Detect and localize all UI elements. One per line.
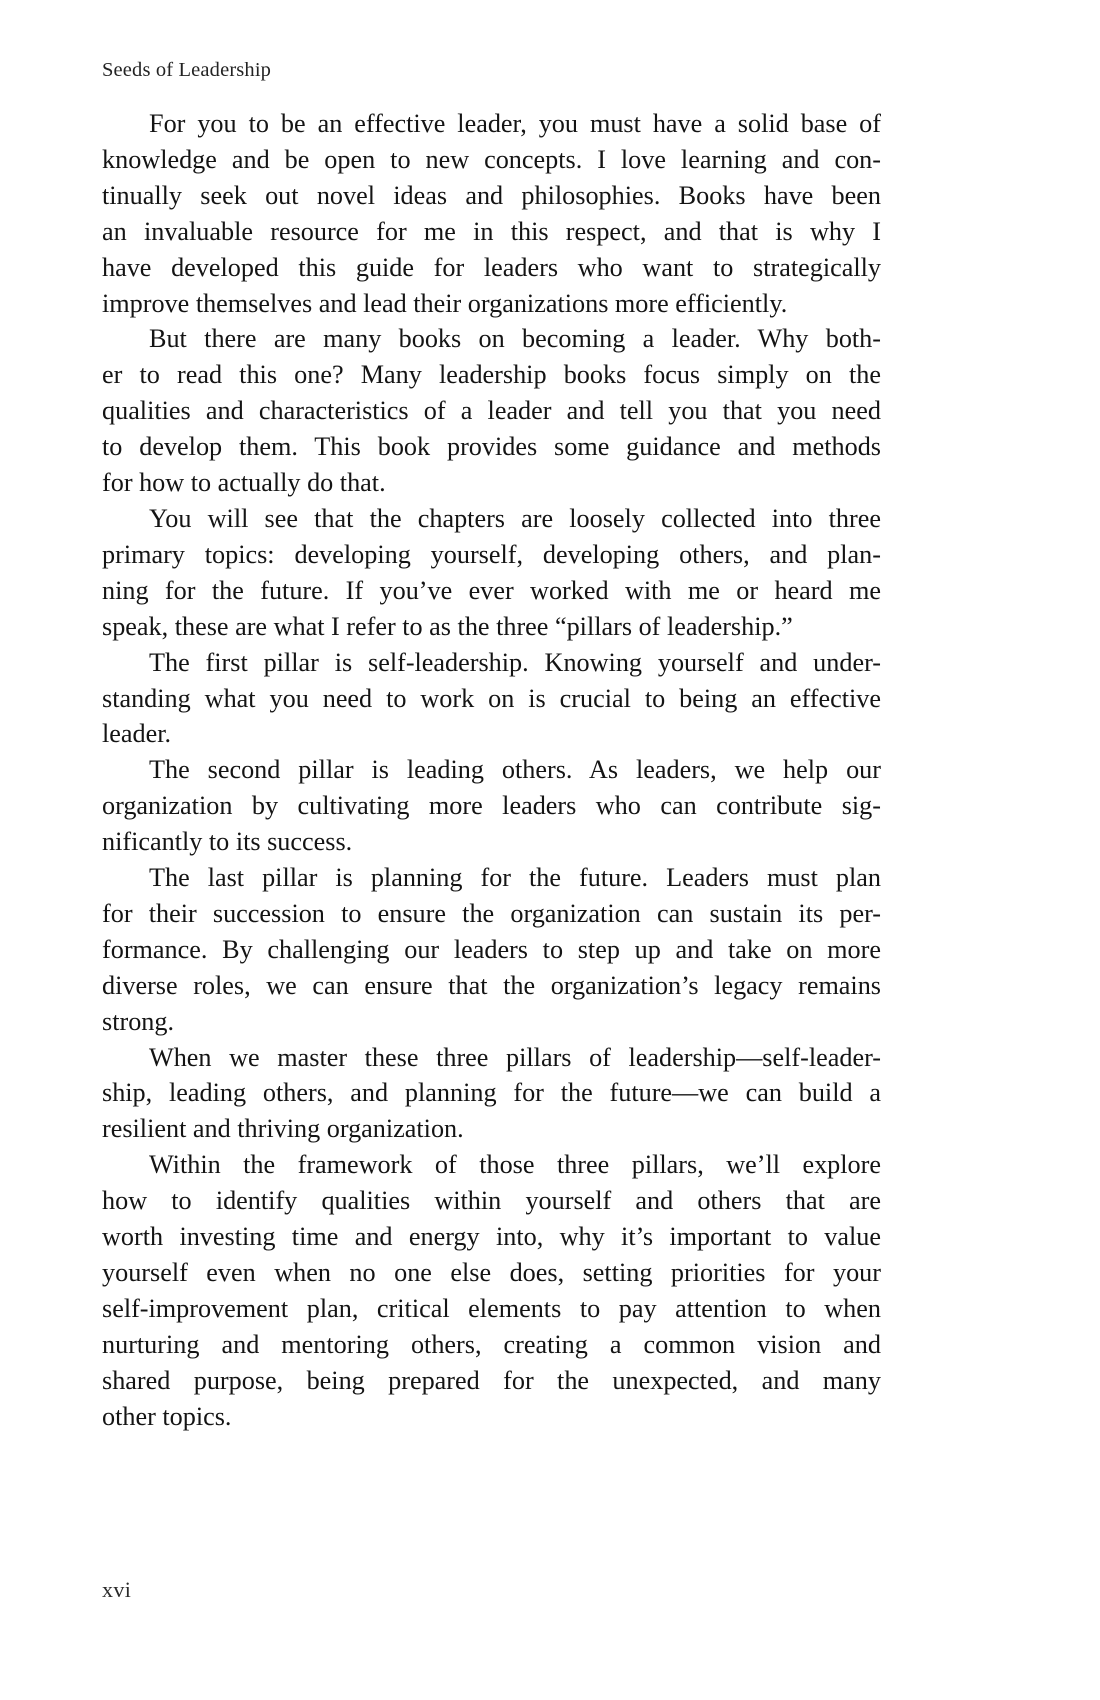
- text-line: ship, leading others, and planning for the future—we can build a: [102, 1078, 881, 1108]
- text-line: an invaluable resource for me in this respect, and that is why I: [102, 216, 881, 246]
- text-line: But there are many books on becoming a leader. Why both-: [149, 324, 881, 354]
- paragraph: [102, 1040, 881, 1148]
- page-number: xvi: [102, 1577, 132, 1602]
- text-line: standing what you need to work on is crucial to being an effective: [102, 683, 881, 713]
- paragraph: [102, 1147, 881, 1434]
- text-line: qualities and characteristics of a leader and tell you that you need: [102, 396, 881, 426]
- text-line: resilient and thriving organization.: [102, 1114, 464, 1144]
- paragraph: [102, 106, 881, 321]
- text-line: worth investing time and energy into, why it’s important to value: [102, 1222, 881, 1252]
- text-line: ning for the future. If you’ve ever worked with me or heard me: [102, 575, 881, 605]
- text-line: other topics.: [102, 1401, 232, 1431]
- text-line: primary topics: developing yourself, developing others, and plan-: [102, 539, 881, 569]
- text-line: The first pillar is self-leadership. Knowing yourself and under-: [149, 647, 881, 677]
- text-line: yourself even when no one else does, setting priorities for your: [102, 1258, 881, 1287]
- paragraph: [102, 645, 881, 753]
- text-line: The last pillar is planning for the future. Leaders must plan: [149, 863, 881, 893]
- running-head: Seeds of Leadership: [102, 59, 272, 81]
- text-line: strong.: [102, 1006, 175, 1036]
- text-line: nificantly to its success.: [102, 827, 353, 857]
- paragraph: [102, 501, 881, 645]
- paragraph: [102, 321, 881, 501]
- paragraph: [102, 860, 881, 1040]
- text-line: improve themselves and lead their organizations more efficiently.: [102, 288, 788, 318]
- text-line: to develop them. This book provides some guidance and methods: [102, 432, 881, 462]
- text-line: er to read this one? Many leadership books focus simply on the: [102, 360, 881, 390]
- text-line: self-improvement plan, critical elements to pay attention to when: [102, 1293, 881, 1323]
- text-line: organization by cultivating more leaders who can contribute sig-: [102, 791, 881, 821]
- text-line: formance. By challenging our leaders to step up and take on more: [102, 934, 881, 964]
- text-line: When we master these three pillars of leadership—self-leader-: [149, 1042, 881, 1072]
- text-line: speak, these are what I refer to as the three “pillars of leadership.”: [102, 611, 793, 641]
- text-line: shared purpose, being prepared for the unexpected, and many: [102, 1365, 881, 1395]
- text-line: for how to actually do that.: [102, 468, 386, 498]
- text-line: You will see that the chapters are loosely collected into three: [149, 503, 881, 533]
- text-line: For you to be an effective leader, you must have a solid base of: [149, 109, 881, 138]
- text-line: how to identify qualities within yourself and others that are: [102, 1186, 881, 1216]
- text-line: for their succession to ensure the organization can sustain its per-: [102, 898, 881, 928]
- text-line: have developed this guide for leaders who want to strategically: [102, 252, 881, 282]
- text-line: nurturing and mentoring others, creating a common vision and: [102, 1329, 881, 1359]
- body-text-block: [102, 106, 881, 1435]
- paragraph: [102, 752, 881, 860]
- text-line: tinually seek out novel ideas and philosophies. Books have been: [102, 180, 881, 210]
- text-line: diverse roles, we can ensure that the organization’s legacy remains: [102, 970, 881, 1000]
- text-line: The second pillar is leading others. As leaders, we help our: [149, 755, 881, 785]
- text-line: Within the framework of those three pillars, we’ll explore: [149, 1150, 881, 1180]
- text-line: knowledge and be open to new concepts. I love learning and con-: [102, 144, 881, 174]
- text-line: leader.: [102, 719, 172, 749]
